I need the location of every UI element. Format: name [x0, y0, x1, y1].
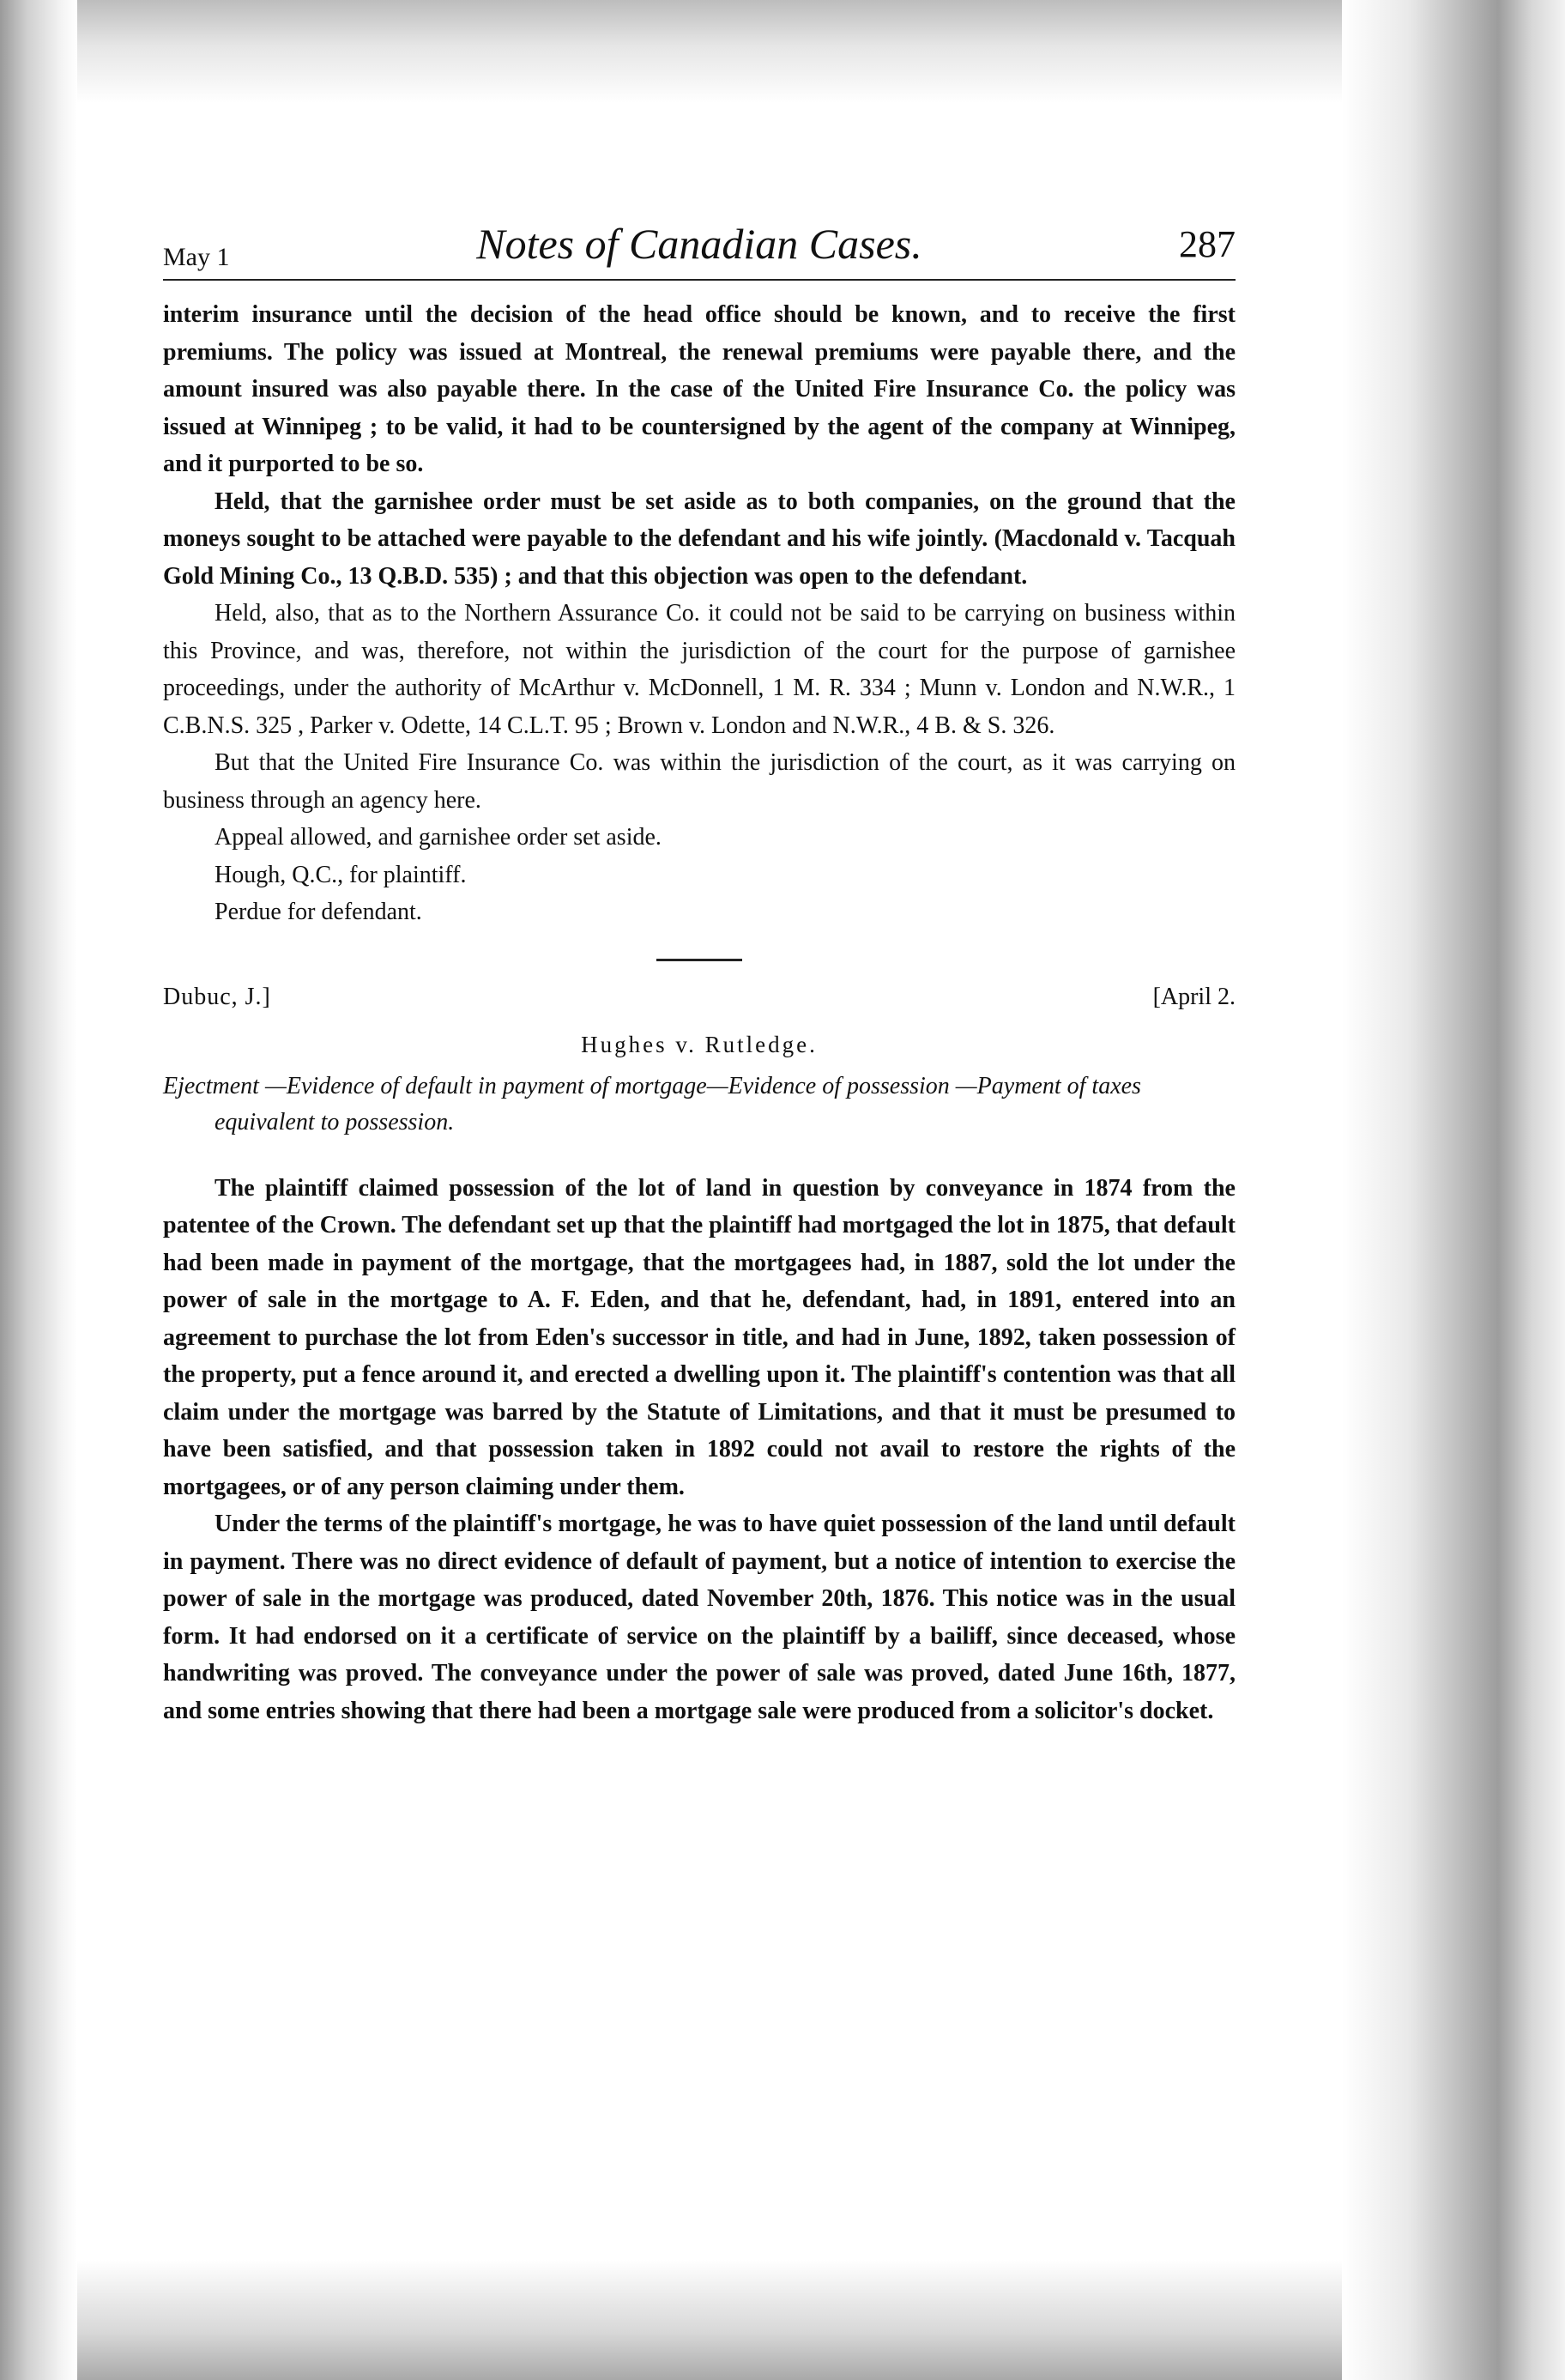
paragraph: Held, also, that as to the Northern Assurance Co. it could not be said to be carrying on business within this Province, and was, therefore, not within the jurisdiction of the court for the purpose of garnishee proceedings, under the authority of McArthur v. McDonnell, 1 M. R. 334 ; Munn v. London and N.W.R., 1 C.B.N.S. 325 , Parker v. Odette, 14 C.L.T. 95 ; Brown v. London and N.W.R., 4 B. & S. 326. [163, 600, 1236, 739]
document-page [163, 219, 1236, 1729]
page-number: 287 [1179, 223, 1236, 265]
scan-edge-top [0, 0, 1565, 103]
case-judge: Dubuc, J.] [163, 983, 271, 1010]
paragraph: But that the United Fire Insurance Co. was within the jurisdiction of the court, as it was carrying on business through an agency here. [163, 749, 1236, 814]
header-title: Notes of Canadian Cases. [476, 220, 922, 268]
paragraph: Appeal allowed, and garnishee order set aside. [215, 824, 662, 851]
scan-edge-bottom [0, 2260, 1565, 2380]
counsel-line: Perdue for defendant. [215, 899, 422, 925]
case-name: Hughes v. Rutledge. [581, 1031, 818, 1057]
paragraph: interim insurance until the decision of the head office should be known, and to receive the first premiums. The policy was issued at Montreal, the renewal premiums were payable there, and the amount insured was also payable there. In the case of the United Fire Insurance Co. the policy was issued at Winnipeg ; to be valid, it had to be countersigned by the agent of the company at Winnipeg, and it purported to be so. [163, 301, 1236, 477]
case-date: [April 2. [1152, 983, 1236, 1010]
running-header [163, 219, 1236, 281]
case-header-line [163, 984, 1236, 1021]
paragraph: The plaintiff claimed possession of the lot of land in question by conveyance in 1874 from the patentee of the Crown. The defendant set up that the plaintiff had mortgaged the lot in 1875, that default had been made in payment of the mortgage, that the mortgagees had, in 1887, sold the lot under the power of sale in the mortgage to A. F. Eden, and that he, defendant, had, in 1891, entered into an agreement to purchase the lot from Eden's successor in title, and had in June, 1892, taken possession of the property, put a fence around it, and erected a dwelling upon it. The plaintiff's contention was that all claim under the mortgage was barred by the Statute of Limitations, and that it must be presumed to have been satisfied, and that possession taken in 1892 could not avail to restore the rights of the mortgagees, or of any person claiming under them. [163, 1174, 1236, 1500]
header-date: May 1 [163, 243, 230, 271]
paragraph: Under the terms of the plaintiff's mortgage, he was to have quiet possession of the land until default in payment. There was no direct evidence of default of payment, but a notice of intention to exercise the power of sale in the mortgage was produced, dated November 20th, 1876. This notice was in the usual form. It had endorsed on it a certificate of service on the plaintiff by a bailiff, since deceased, whose handwriting was proved. The conveyance under the power of sale was proved, dated June 16th, 1877, and some entries showing that there had been a mortgage sale were produced from a solicitor's docket. [163, 1511, 1236, 1724]
section-divider [656, 959, 742, 961]
scan-edge-left [0, 0, 77, 2380]
paragraph: Held, that the garnishee order must be set aside as to both companies, on the ground that the moneys sought to be attached were payable to the defendant and his wife jointly. (Macdonald v. Tacquah Gold Mining Co., 13 Q.B.D. 535) ; and that this objection was open to the defendant. [163, 488, 1236, 590]
case-head-note: Ejectment —Evidence of default in payment of mortgage—Evidence of possession —Payment of taxes equivalent to possession. [163, 1072, 1141, 1135]
counsel-line: Hough, Q.C., for plaintiff. [215, 861, 467, 888]
scan-edge-right [1342, 0, 1565, 2380]
page-body [163, 296, 1236, 1729]
